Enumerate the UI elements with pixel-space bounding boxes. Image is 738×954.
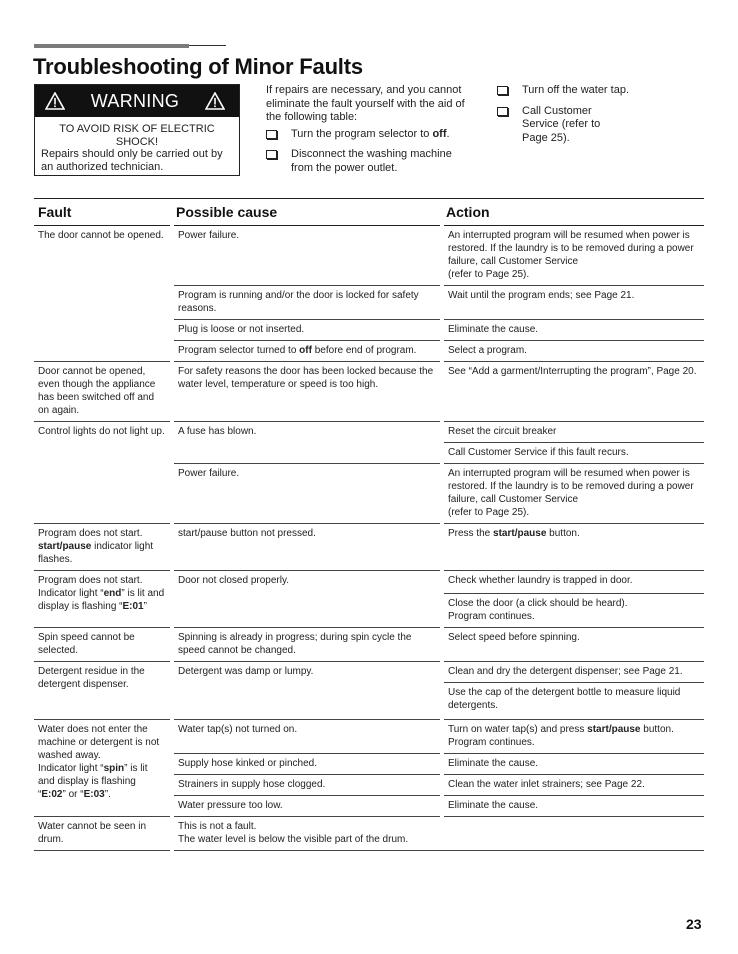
action-text: button. bbox=[546, 528, 580, 539]
action-cell bbox=[442, 720, 704, 754]
fault-cell bbox=[34, 226, 172, 362]
header-action: Action bbox=[442, 199, 704, 226]
action-bold: start/pause bbox=[493, 528, 547, 539]
cause-bold: off bbox=[299, 345, 312, 356]
action-text: Press the bbox=[448, 528, 494, 539]
table-row bbox=[34, 524, 704, 571]
action-cell: See “Add a garment/Interrupting the program”, Page 20. bbox=[442, 362, 704, 422]
fault-text: Water does not enter the machine or detergent is not washed away. bbox=[38, 724, 160, 761]
cause-text: before end of program. bbox=[311, 345, 417, 356]
action-text: An interrupted program will be resumed when power is restored. If the laundry is to be removed during a power failure, call Customer Service bbox=[448, 230, 694, 267]
fault-text: Program does not start. bbox=[38, 528, 143, 539]
cause-cell: Supply hose kinked or pinched. bbox=[172, 754, 442, 775]
table-row bbox=[34, 422, 704, 443]
cause-cell: Power failure. bbox=[172, 464, 442, 524]
fault-cell: Control lights do not light up. bbox=[34, 422, 172, 524]
action-text: (refer to Page 25). bbox=[448, 507, 530, 518]
warning-triangle-icon bbox=[205, 92, 225, 110]
action-text: button. bbox=[640, 724, 674, 735]
fault-cell: Water cannot be seen in drum. bbox=[34, 817, 172, 851]
warning-box bbox=[34, 84, 240, 176]
cause-cell: Detergent was damp or lumpy. bbox=[172, 662, 442, 720]
cause-cell: Spinning is already in progress; during spin cycle the speed cannot be changed. bbox=[172, 628, 442, 662]
fault-cell bbox=[34, 571, 172, 628]
fault-cell: Spin speed cannot be selected. bbox=[34, 628, 172, 662]
cause-text: Program selector turned to bbox=[178, 345, 300, 356]
intro-text: If repairs are necessary, and you cannot eliminate the fault yourself with the aid of the following table: bbox=[266, 84, 465, 123]
table-row bbox=[34, 571, 704, 594]
error-code: E:02 bbox=[41, 789, 63, 800]
intro-column-right bbox=[497, 84, 677, 152]
cause-cell: Program is running and/or the door is locked for safety reasons. bbox=[172, 286, 442, 320]
action-cell: Eliminate the cause. bbox=[442, 320, 704, 341]
warning-triangle-icon bbox=[45, 92, 65, 110]
fault-cell: Detergent residue in the detergent dispenser. bbox=[34, 662, 172, 720]
action-cell: Reset the circuit breaker bbox=[442, 422, 704, 443]
table-row bbox=[34, 628, 704, 662]
action-bold: start/pause bbox=[587, 724, 641, 735]
warning-body bbox=[35, 117, 239, 173]
action-cell: Use the cap of the detergent bottle to measure liquid detergents. bbox=[442, 683, 704, 720]
action-cell: Eliminate the cause. bbox=[442, 796, 704, 817]
table-header-row bbox=[34, 199, 704, 226]
cause-cell: Water pressure too low. bbox=[172, 796, 442, 817]
fault-text: Indicator light “ bbox=[38, 588, 104, 599]
action-text: Close the door (a click should be heard). bbox=[448, 598, 628, 609]
cause-cell: Strainers in supply hose clogged. bbox=[172, 775, 442, 796]
header-rule-thick bbox=[34, 44, 189, 48]
fault-bold: start/pause bbox=[38, 541, 92, 552]
action-cell: Select a program. bbox=[442, 341, 704, 362]
action-cell: Select speed before spinning. bbox=[442, 628, 704, 662]
fault-cell bbox=[34, 720, 172, 817]
table-row bbox=[34, 720, 704, 754]
action-text: Turn on water tap(s) and press bbox=[448, 724, 588, 735]
action-text: (refer to Page 25). bbox=[448, 269, 530, 280]
action-cell: Clean and dry the detergent dispenser; see Page 21. bbox=[442, 662, 704, 683]
checkbox-icon bbox=[266, 150, 277, 159]
table-row bbox=[34, 362, 704, 422]
action-text: Program continues. bbox=[448, 737, 535, 748]
table-row bbox=[34, 226, 704, 286]
checklist-item bbox=[497, 84, 677, 98]
action-cell bbox=[442, 226, 704, 286]
action-text: Program continues. bbox=[448, 611, 535, 622]
fault-text: ” or “ bbox=[62, 789, 84, 800]
fault-text: ” is lit and display is flashing “ bbox=[38, 588, 165, 612]
page-title: Troubleshooting of Minor Faults bbox=[33, 54, 363, 79]
action-text: An interrupted program will be resumed when power is restored. If the laundry is to be removed during a power failure, call Customer Service bbox=[448, 468, 694, 505]
cause-cell bbox=[172, 341, 442, 362]
fault-bold: spin bbox=[103, 763, 125, 774]
checklist-text: Turn off the water tap. bbox=[522, 84, 630, 96]
checklist-bold: off bbox=[432, 127, 447, 140]
action-cell: Check whether laundry is trapped in door. bbox=[442, 571, 704, 594]
error-code: E:03 bbox=[83, 789, 105, 800]
checklist-item bbox=[497, 105, 677, 146]
intro-column bbox=[266, 84, 471, 175]
fault-cell: Door cannot be opened, even though the appliance has been switched off and on again. bbox=[34, 362, 172, 422]
action-cell: Eliminate the cause. bbox=[442, 754, 704, 775]
checkbox-icon bbox=[497, 86, 508, 95]
page-number: 23 bbox=[686, 916, 702, 932]
fault-text: Program does not start. bbox=[38, 575, 143, 586]
cause-text: This is not a fault. bbox=[178, 821, 257, 832]
error-code: E:01 bbox=[122, 601, 144, 612]
fault-text: ”. bbox=[104, 789, 111, 800]
action-cell: Call Customer Service if this fault recurs. bbox=[442, 443, 704, 464]
checklist-item bbox=[266, 148, 471, 175]
fault-text: The door cannot be opened. bbox=[38, 230, 164, 241]
checklist-text: Call Customer Service (refer to Page 25). bbox=[522, 104, 601, 144]
cause-cell: Door not closed properly. bbox=[172, 571, 442, 628]
fault-cell bbox=[34, 524, 172, 571]
checkbox-icon bbox=[497, 107, 508, 116]
warning-label: WARNING bbox=[90, 90, 180, 111]
table-row bbox=[34, 662, 704, 683]
troubleshooting-table bbox=[34, 198, 704, 851]
checklist-text: Disconnect the washing machine from the power outlet. bbox=[291, 148, 452, 174]
header-cause: Possible cause bbox=[172, 199, 442, 226]
checklist-item bbox=[266, 128, 471, 142]
cause-cell: Plug is loose or not inserted. bbox=[172, 320, 442, 341]
cause-cell: A fuse has blown. bbox=[172, 422, 442, 464]
cause-cell: Water tap(s) not turned on. bbox=[172, 720, 442, 754]
warning-header bbox=[35, 85, 239, 117]
checklist-text: Turn the program selector to bbox=[291, 127, 433, 140]
fault-text: indicator light flashes. bbox=[38, 541, 154, 565]
action-cell bbox=[442, 464, 704, 524]
action-cell bbox=[442, 594, 704, 628]
fault-text: ” bbox=[143, 601, 147, 612]
action-cell: Clean the water inlet strainers; see Page 22. bbox=[442, 775, 704, 796]
action-cell bbox=[442, 524, 704, 571]
fault-text: ” is lit and display is flashing “ bbox=[38, 763, 148, 800]
cause-text: The water level is below the visible part of the drum. bbox=[178, 834, 409, 845]
fault-bold: end bbox=[103, 588, 122, 599]
cause-cell: Power failure. bbox=[172, 226, 442, 286]
checkbox-icon bbox=[266, 130, 277, 139]
cause-cell: For safety reasons the door has been locked because the water level, temperature or speed is too high. bbox=[172, 362, 442, 422]
cause-cell bbox=[172, 817, 704, 851]
table-row bbox=[34, 817, 704, 851]
fault-text: Indicator light “ bbox=[38, 763, 104, 774]
checklist-text: . bbox=[446, 127, 450, 140]
header-rule-thin bbox=[189, 45, 226, 46]
cause-cell: start/pause button not pressed. bbox=[172, 524, 442, 571]
action-cell: Wait until the program ends; see Page 21. bbox=[442, 286, 704, 320]
warning-caps-text: TO AVOID RISK OF ELECTRIC SHOCK! bbox=[59, 123, 215, 148]
warning-body-text: Repairs should only be carried out by an authorized technician. bbox=[41, 148, 223, 173]
header-fault: Fault bbox=[34, 199, 172, 226]
